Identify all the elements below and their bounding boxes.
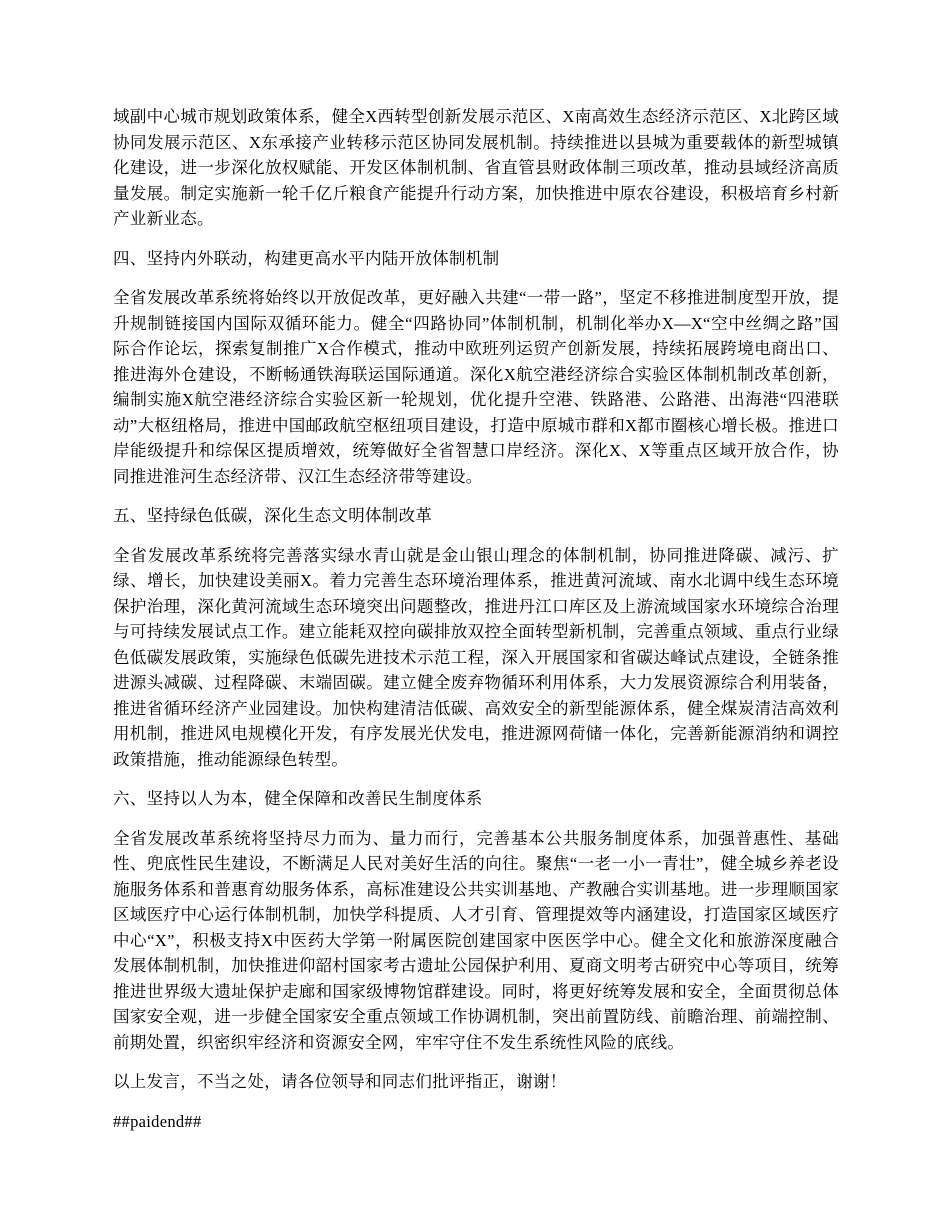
- heading-section-4: 四、坚持内外联动，构建更高水平内陆开放体制机制: [113, 248, 500, 268]
- paragraph-regional-reform: 域副中心城市规划政策体系，健全X西转型创新发展示范区、X南高效生态经济示范区、X北跨区域协同发展示范区、X东承接产业转移示范区协同发展机制。持续推进以县城为重要载体的新型城镇化建设，进一步深化放权赋能、开发区体制机制、省直管县财政体制三项改革，推动县域经济高质量发展。制定实施新一轮千亿斤粮食产能提升行动方案，加快推进中原农谷建设，积极培育乡村新产业新业态。: [113, 107, 839, 228]
- paragraph-section-6-livelihood: 全省发展改革系统将坚持尽力而为、量力而行，完善基本公共服务制度体系，加强普惠性、基础性、兜底性民生建设，不断满足人民对美好生活的向往。聚焦“一老一小一青壮”，健全城乡养老设施服务体系和普惠育幼服务体系，高标准建设公共实训基地、产教融合实训基地。进一步理顺国家区域医疗中心运行体制机制，加快学科提质、人才引育、管理提效等内涵建设，打造国家区域医疗中心“X”，积极支持X中医药大学第一附属医院创建国家中医医学中心。健全文化和旅游深度融合发展体制机制，加快推进仰韶村国家考古遗址公园保护利用、夏商文明考古研究中心等项目，统筹推进世界级大遗址保护走廊和国家级博物馆群建设。同时，将更好统筹发展和安全，全面贯彻总体国家安全观，进一步健全国家安全重点领域工作协调机制，突出前置防线、前瞻治理、前端控制、前期处置，织密织牢经济和资源安全网，牢牢守住不发生系统性风险的底线。: [113, 828, 839, 1052]
- paragraph-section-5-green-lowcarbon: 全省发展改革系统将完善落实绿水青山就是金山银山理念的体制机制，协同推进降碳、减污、扩绿、增长，加快建设美丽X。着力完善生态环境治理体系，推进黄河流域、南水北调中线生态环境保护治理，深化黄河流域生态环境突出问题整改，推进丹江口库区及上游流域国家水环境综合治理与可持续发展试点工作。建立能耗双控向碳排放双控全面转型新机制，完善重点领域、重点行业绿色低碳发展政策，实施绿色低碳先进技术示范工程，深入开展国家和省碳达峰试点建设，全链条推进源头减碳、过程降碳、末端固碳。建立健全废弃物循环利用体系，大力发展资源综合利用装备，推进省循环经济产业园建设。加快构建清洁低碳、高效安全的新型能源体系，健全煤炭清洁高效利用机制，推进风电规模化开发，有序发展光伏发电，推进源网荷储一体化，完善新能源消纳和调控政策措施，推动能源绿色转型。: [113, 545, 839, 769]
- heading-section-6: 六、坚持以人为本，健全保障和改善民生制度体系: [113, 789, 483, 808]
- paragraph-section-4-open-economy: 全省发展改革系统将始终以开放促改革，更好融入共建“一带一路”，坚定不移推进制度型开放，提升规制链接国内国际双循环能力。健全“四路协同”体制机制，机制化举办X—X“空中丝绸之路”国际合作论坛，探索复制推广X合作模式，推动中欧班列运贸产创新发展，持续拓展跨境电商出口、推进海外仓建设，不断畅通铁海联运国际通道。深化X航空港经济综合实验区体制机制改革创新，编制实施X航空港经济综合实验区新一轮规划，优化提升空港、铁路港、公路港、出海港“四港联动”大枢纽格局，推进中国邮政航空枢纽项目建设，打造中原城市群和X都市圈核心增长极。推进口岸能级提升和综保区提质增效，统筹做好全省智慧口岸经济。深化X、X等重点区域开放合作，协同推进淮河生态经济带、汉江生态经济带等建设。: [113, 288, 839, 486]
- paragraph-closing-remarks: 以上发言，不当之处，请各位领导和同志们批评指正，谢谢！: [113, 1072, 567, 1091]
- paragraph-paidend-marker: ##paidend##: [113, 1111, 202, 1131]
- heading-section-5: 五、坚持绿色低碳，深化生态文明体制改革: [113, 506, 433, 525]
- document-body: [113, 104, 839, 1148]
